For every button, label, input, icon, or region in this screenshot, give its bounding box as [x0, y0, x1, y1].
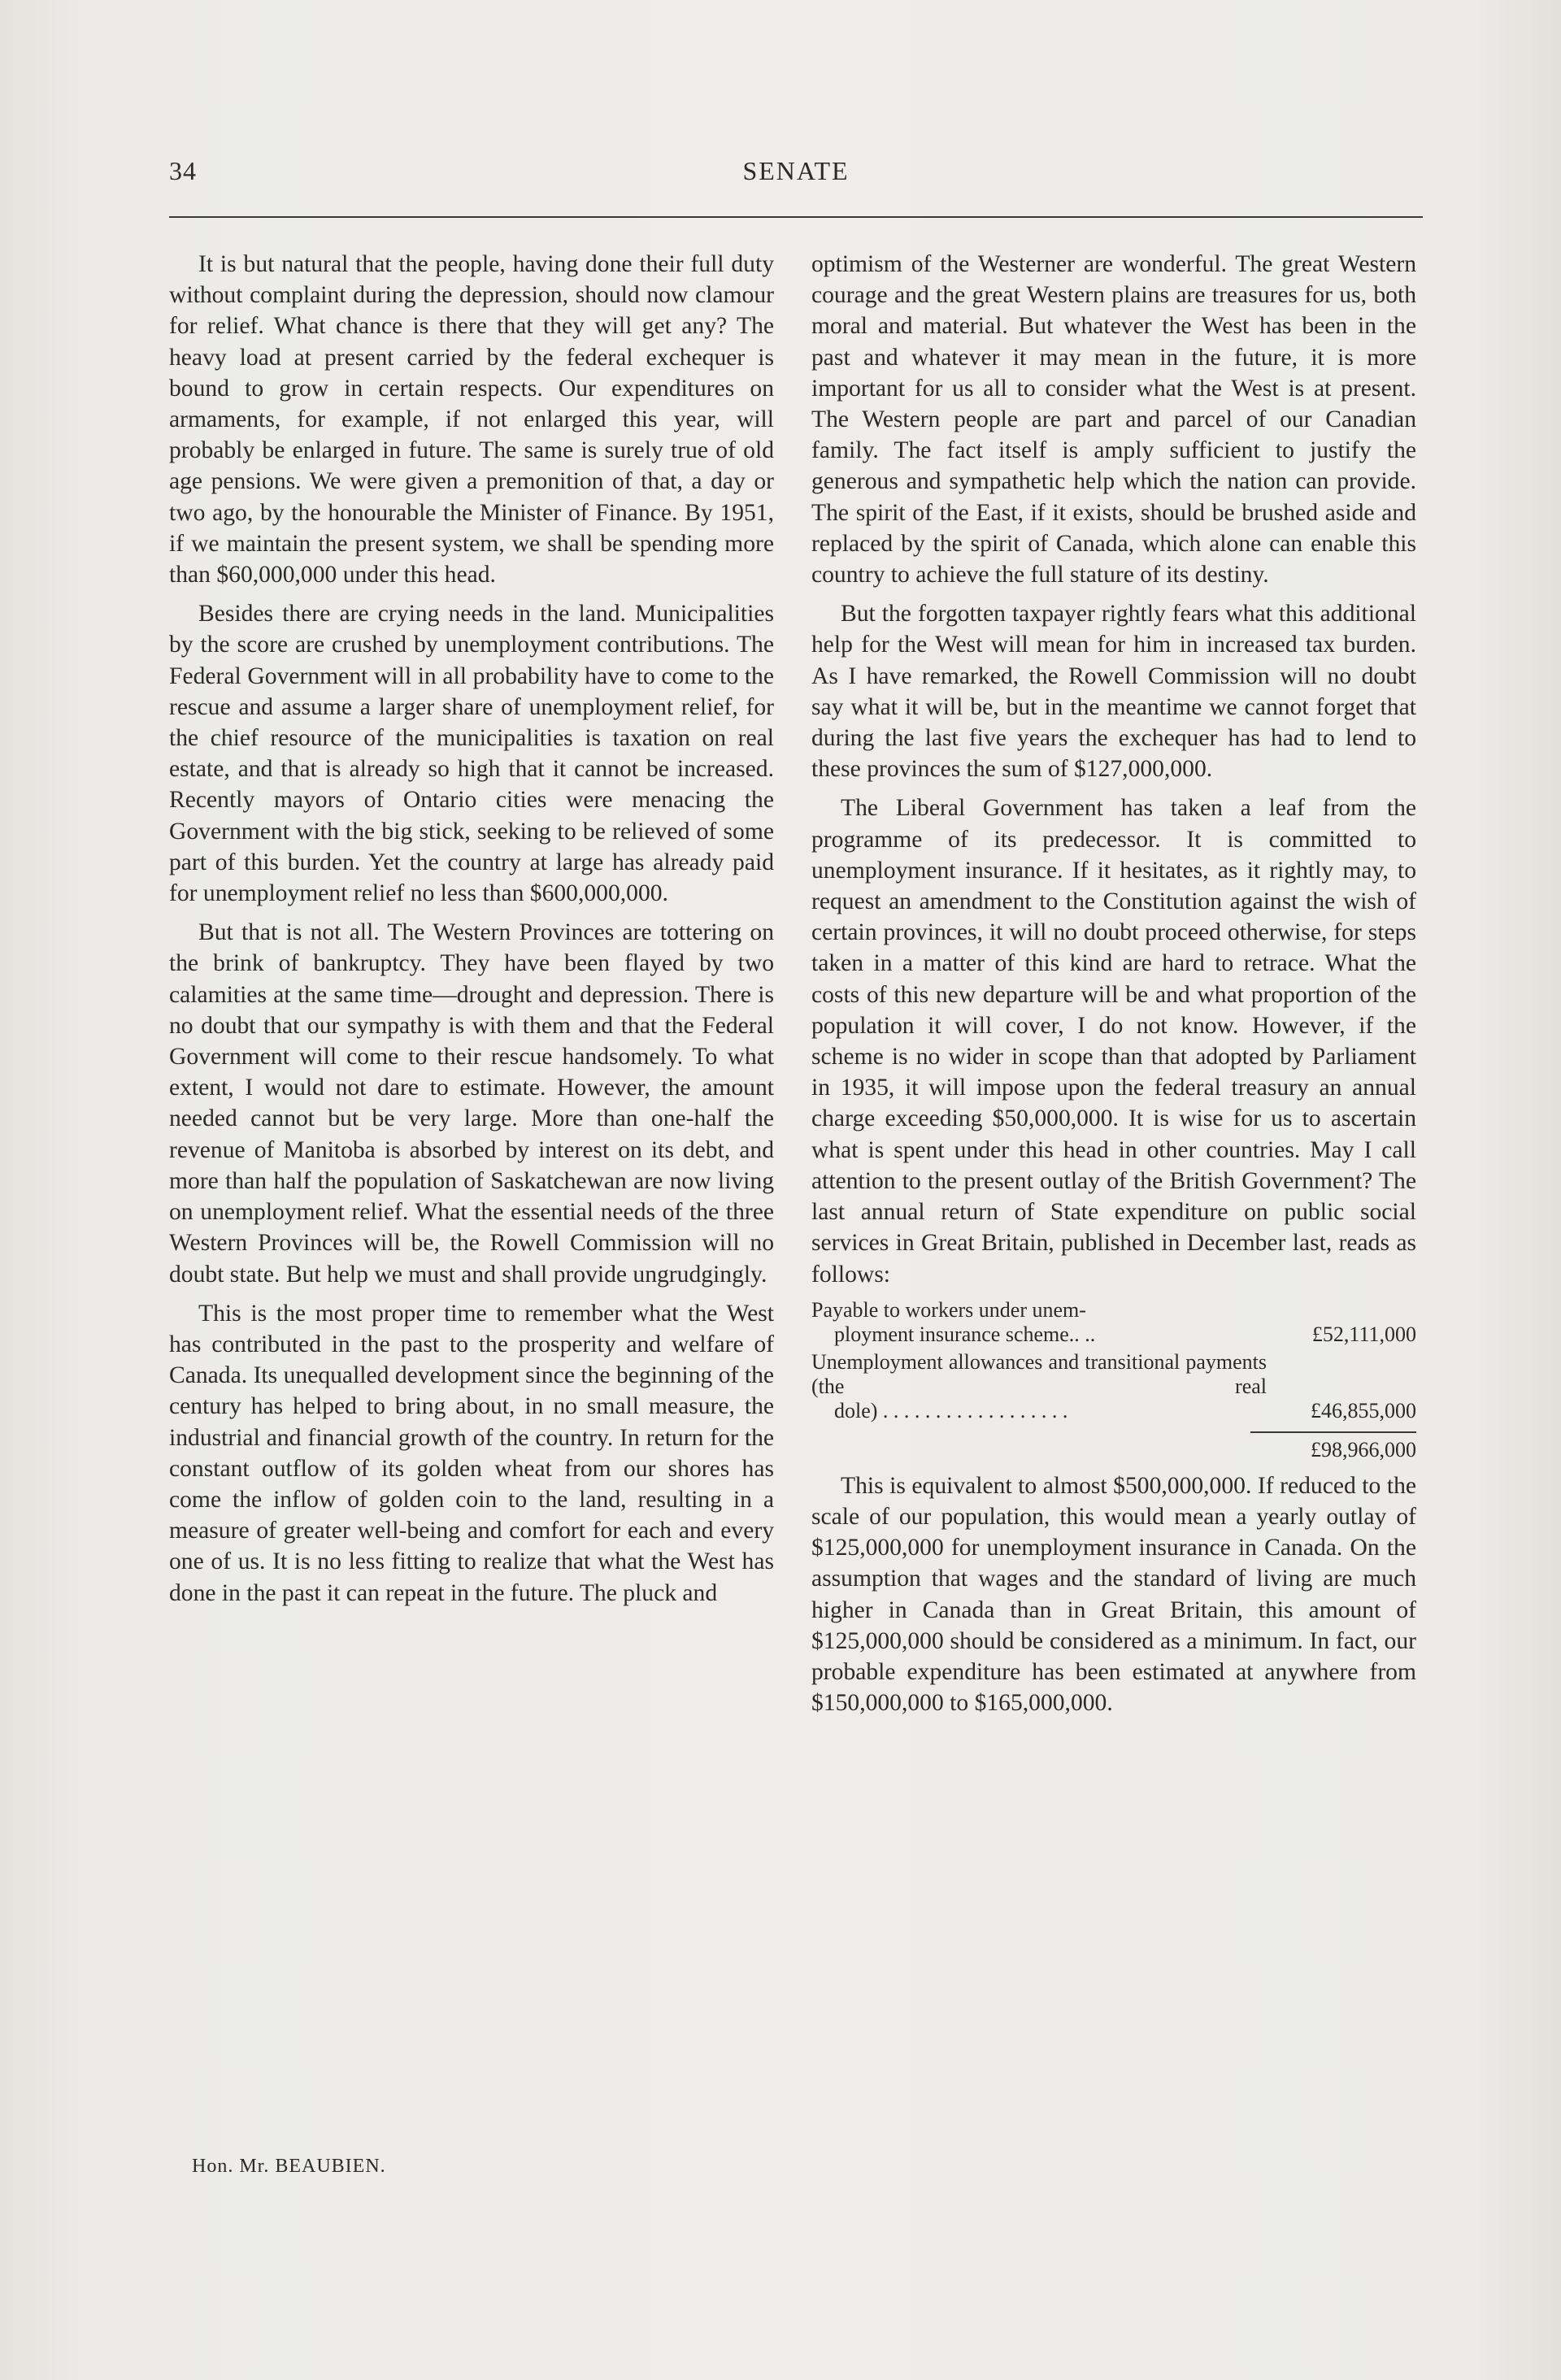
running-head: SENATE [742, 156, 850, 185]
speaker-footer: Hon. Mr. BEAUBIEN. [192, 2156, 386, 2177]
paragraph: This is the most proper time to remember what the West has contributed in the past to the prosperity and welfare of Canada. Its unequalled development since the beginning of the century has helped to bring about, in no small measure, the industrial and financial growth of the country. In return for the constant outflow of its golden wheat from our shores has come the inflow of golden coin to the land, resulting in a measure of greater well-being and comfort for each and every one of us. It is no less fitting to realize that what the West has done in the past it can repeat in the future. The pluck and [169, 1300, 774, 1606]
total-rule [1250, 1431, 1416, 1433]
statement-amount: £52,111,000 [1311, 1322, 1416, 1346]
left-column [169, 249, 774, 1617]
statement-total: £98,966,000 [1311, 1437, 1416, 1461]
statement-row [811, 1298, 1416, 1347]
expenditure-statement [811, 1298, 1416, 1462]
statement-label: ployment insurance scheme.. .. [834, 1322, 1096, 1346]
paragraph: Besides there are crying needs in the land. Municipalities by the score are crushed by unemployment contributions. The Federal Government will in all probability have to come to the rescue and assume a larger share of unemployment relief, for the chief resource of the municipalities is taxation on real estate, and that is already so high that it cannot be increased. Recently mayors of Ontario cities were menacing the Government with the big stick, seeking to be relieved of some part of this burden. Yet the country at large has already paid for unemployment relief no less than $600,000,000. [169, 601, 774, 907]
paragraph: But that is not all. The Western Provinces are tottering on the brink of bankruptcy. They have been flayed by two calamities at the same time—drought and depression. There is no doubt that our sympathy is with them and that the Federal Government will come to their rescue handsomely. To what extent, I would not dare to estimate. However, the amount needed cannot but be very large. More than one-half the revenue of Manitoba is absorbed by interest on its debt, and more than half the population of Saskatchewan are now living on unemployment relief. What the essential needs of the three Western Provinces will be, the Rowell Commission will no doubt state. But help we must and shall provide ungrudgingly. [169, 919, 774, 1288]
paragraph: It is but natural that the people, having done their full duty without complaint during the depression, should now clamour for relief. What chance is there that they will get any? The heavy load at present carried by the federal exchequer is bound to grow in certain respects. Our expenditures on armaments, for example, if not enlarged this year, will probably be enlarged in future. The same is surely true of old age pensions. We were given a premonition of that, a day or two ago, by the honourable the Minister of Finance. By 1951, if we maintain the present system, we shall be spending more than $60,000,000 under this head. [169, 251, 774, 588]
statement-label: dole) . . . . . . . . . . . . . . . . . . [834, 1398, 1068, 1422]
statement-amount: £46,855,000 [1311, 1398, 1416, 1422]
header-rule [169, 216, 1423, 218]
paragraph: But the forgotten taxpayer rightly fears what this additional help for the West will mean for him in increased tax burden. As I have remarked, the Rowell Commission will no doubt say what it will be, but in the meantime we cannot forget that during the last five years the exchequer has had to lend to these provinces the sum of $127,000,000. [811, 601, 1416, 783]
statement-label: Unemployment allowances and transitional payments (the real [811, 1349, 1267, 1398]
paragraph-continuation: optimism of the Westerner are wonderful. The great Western courage and the great Western plains are treasures for us, both moral and material. But whatever the West has been in the past and whatever it may mean in the future, it is more important for us all to consider what the West is at present. The Western people are part and parcel of our Canadian family. The fact itself is amply sufficient to justify the generous and sympathetic help which the nation can provide. The spirit of the East, if it exists, should be brushed aside and replaced by the spirit of Canada, which alone can enable this country to achieve the full stature of its destiny. [811, 251, 1416, 588]
paragraph: The Liberal Government has taken a leaf from the programme of its predecessor. It is committed to unemployment insurance. If it hesitates, as it rightly may, to request an amendment to the Constitution against the wish of certain provinces, it will no doubt proceed otherwise, for steps taken in a matter of this kind are hard to retrace. What the costs of this new departure will be and what proportion of the population it will cover, I do not know. However, if the scheme is no wider in scope than that adopted by Parliament in 1935, it will impose upon the federal treasury an annual charge exceeding $50,000,000. It is wise for us to ascertain what is spent under this head in other countries. May I call attention to the present outlay of the British Government? The last annual return of State expenditure on public social services in Great Britain, published in December last, reads as follows: [811, 795, 1416, 1288]
statement-row [811, 1350, 1416, 1423]
right-column [811, 249, 1416, 1726]
page-header [169, 156, 1423, 193]
paragraph: This is equivalent to almost $500,000,000. If reduced to the scale of our population, this would mean a yearly outlay of $125,000,000 for unemployment insurance in Canada. On the assumption that wages and the standard of living are much higher in Canada than in Great Britain, this amount of $125,000,000 should be considered as a minimum. In fact, our probable expenditure has been estimated at anywhere from $150,000,000 to $165,000,000. [811, 1472, 1416, 1717]
statement-label: Payable to workers under unem- [811, 1297, 1086, 1322]
page-number: 34 [169, 156, 197, 185]
